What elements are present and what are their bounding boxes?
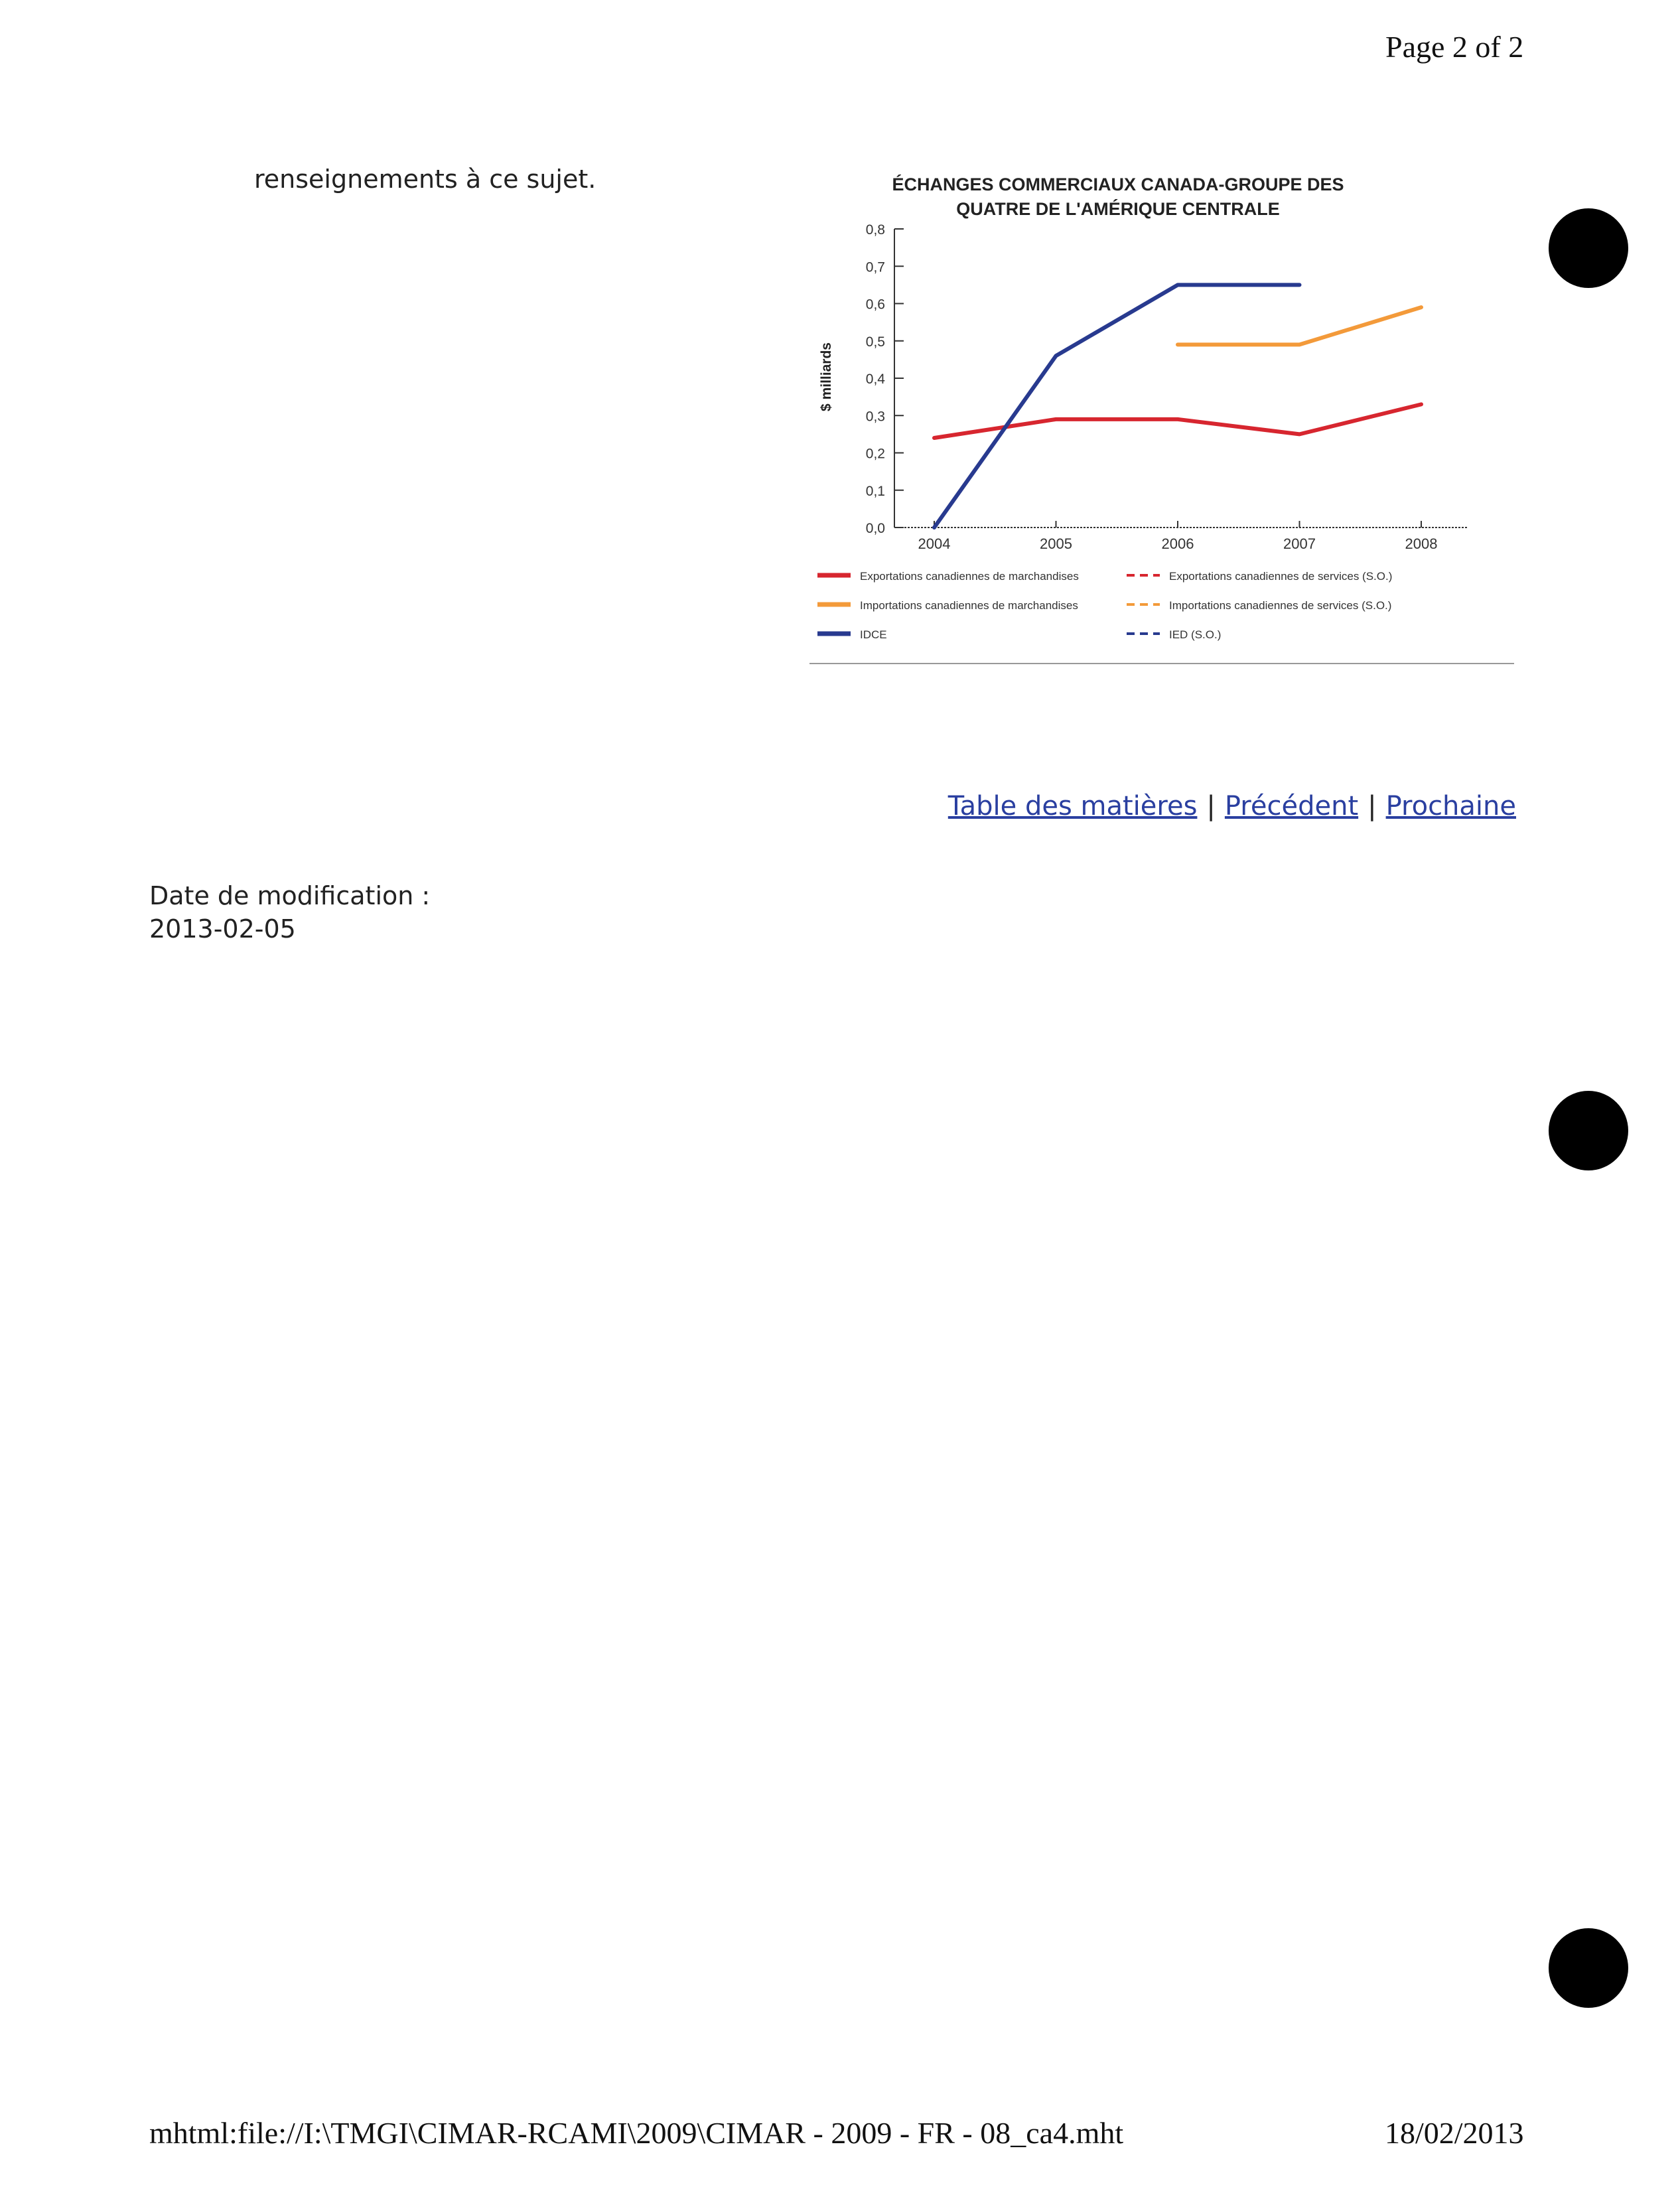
x-tick-label: 2005 xyxy=(1040,535,1072,552)
page-number: Page 2 of 2 xyxy=(1385,30,1524,64)
table-of-contents-link[interactable]: Table des matières xyxy=(947,791,1198,821)
legend-label: Importations canadiennes de marchandises xyxy=(860,599,1078,612)
y-tick-label: 0,3 xyxy=(865,409,885,425)
intro-text: renseignements à ce sujet. xyxy=(254,165,596,194)
legend-label: Exportations canadiennes de services (S.O.) xyxy=(1169,570,1393,583)
y-tick-label: 0,0 xyxy=(865,521,885,536)
trade-chart-svg xyxy=(809,166,1519,670)
legend-label: Importations canadiennes de services (S.O.) xyxy=(1169,599,1392,612)
punch-hole xyxy=(1549,1091,1628,1170)
page-navigation xyxy=(948,791,1516,821)
series-line-3 xyxy=(934,285,1300,528)
series-line-2 xyxy=(1178,307,1421,344)
legend-label: IDCE xyxy=(860,628,887,641)
punch-hole xyxy=(1549,208,1628,288)
y-tick-label: 0,8 xyxy=(865,222,885,238)
x-tick-label: 2008 xyxy=(1405,535,1438,552)
legend-label: IED (S.O.) xyxy=(1169,628,1222,641)
chart-title-line-2: QUATRE DE L'AMÉRIQUE CENTRALE xyxy=(956,199,1280,219)
x-tick-label: 2006 xyxy=(1161,535,1194,552)
previous-link[interactable]: Précédent xyxy=(1224,791,1359,821)
nav-separator: | xyxy=(1206,791,1216,821)
legend-label: Exportations canadiennes de marchandises xyxy=(860,570,1079,583)
modification-date-label: Date de modification : xyxy=(149,881,431,910)
y-tick-label: 0,2 xyxy=(865,446,885,462)
next-link[interactable]: Prochaine xyxy=(1385,791,1516,821)
y-tick-label: 0,7 xyxy=(865,259,885,275)
y-tick-label: 0,6 xyxy=(865,297,885,313)
x-tick-label: 2004 xyxy=(918,535,951,552)
y-axis-label: $ milliards xyxy=(819,342,834,411)
nav-separator: | xyxy=(1367,791,1377,821)
footer-print-date: 18/02/2013 xyxy=(1385,2116,1524,2150)
trade-chart xyxy=(809,166,1519,670)
chart-title-line-1: ÉCHANGES COMMERCIAUX CANADA-GROUPE DES xyxy=(892,175,1344,194)
y-tick-label: 0,5 xyxy=(865,334,885,350)
y-tick-label: 0,1 xyxy=(865,483,885,499)
modification-date-value: 2013-02-05 xyxy=(149,914,296,944)
modification-date-block xyxy=(149,879,430,946)
footer-file-path: mhtml:file://I:\TMGI\CIMAR-RCAMI\2009\CIMAR - 2009 - FR - 08_ca4.mht xyxy=(149,2116,1124,2150)
punch-hole xyxy=(1549,1928,1628,2008)
x-tick-label: 2007 xyxy=(1283,535,1316,552)
y-tick-label: 0,4 xyxy=(865,372,885,387)
